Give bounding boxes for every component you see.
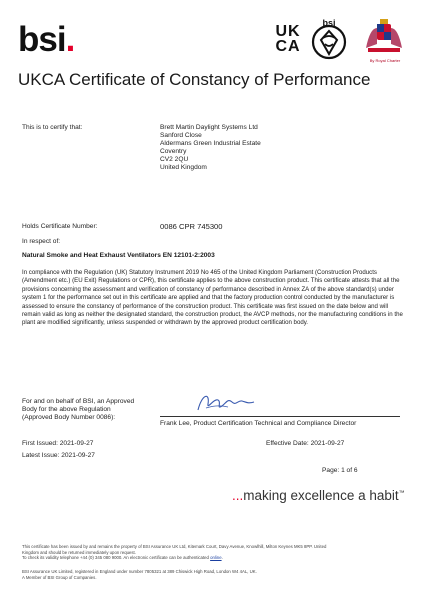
certificate-title: UKCA Certificate of Constancy of Performance [18,70,371,89]
first-issued-date: First Issued: 2021-09-27 [22,440,94,447]
footer-registration: BSI Assurance UK Limited, registered in England under number 7805321 at 389 Chiswick High Road, London W4 4AL, UK. [22,569,257,574]
behalf-line: Body for the above Regulation [22,406,111,414]
ukca-line-1: UK [275,23,301,40]
behalf-line: For and on behalf of BSI, an Approved [22,398,135,405]
signatory-name: Frank Lee, Product Certification Technical and Compliance Director [160,420,357,427]
logo-text: bsi [18,20,66,59]
address-line: Sanford Close [160,132,202,140]
behalf-statement [22,398,134,422]
royal-crest-icon [362,18,406,56]
address-line: CV2 2QU [160,156,189,164]
signature-line [160,416,400,417]
ukca-line-2: CA [275,38,301,55]
slogan-dots: ... [232,488,244,503]
signature-icon [192,388,262,418]
address-line: United Kingdom [160,164,207,172]
certificate-number: 0086 CPR 745300 [160,222,223,231]
page-number: Page: 1 of 6 [322,467,358,474]
address-line: Coventry [160,148,187,156]
holds-certificate-label: Holds Certificate Number: [22,223,98,230]
bsi-logo [18,22,74,57]
in-respect-of-label: In respect of: [22,238,61,245]
effective-date: Effective Date: 2021-09-27 [266,440,345,447]
footer-group: A Member of BSI Group of Companies. [22,574,97,580]
bsi-slogan [232,488,405,503]
certify-label: This is to certify that: [22,124,83,131]
kitemark-text: bsi [322,18,336,28]
footer-line: This certificate has been issued by and remains the property of BSI Assurance UK Ltd, Kitemark Court, Davy Avenue, Knowlhill, Milton Keynes MK5 8PP. United [22,544,327,549]
address-line: Aldermans Green Industrial Estate [160,140,261,148]
footer-validity [22,555,223,561]
ukca-mark [270,24,306,54]
holder-address [160,124,261,173]
slogan-text: making excellence a habit [243,488,399,503]
kitemark-icon [308,18,350,64]
address-line: Brett Martin Daylight Systems Ltd [160,124,258,131]
footer-validity-text: To check its validity telephone +44 (0) 345 080 9000. An electronic certificate can be authenticated [22,555,211,561]
product-name: Natural Smoke and Heat Exhaust Ventilators EN 12101-2:2003 [22,252,215,259]
behalf-line: (Approved Body Number 0086): [22,414,116,422]
compliance-paragraph: In compliance with the Regulation (UK) Statutory Instrument 2019 No 465 of the United Kingdom Parliament (Construction Products (Amendment etc.) (EU Exit) Regulations or CPR), this certificate applies to the above construction product. This certificate attests that all the provisions concerning the assessment and verification of constancy of performance described in Annex ZA of the above standard(s) under system 1 for the performance set out in this certificate are applied and that the factory production control conducted by the manufacturer is assessed to ensure the constancy of performance of the construction product. This certificate was first issued on the date below and will remain valid as long as neither the designated standard, the construction product, the AVCP methods, nor the manufacturing conditions in the plant are modified significantly, unless suspended or withdrawn by the approved product certification body. [22,269,403,327]
latest-issue-date: Latest Issue: 2021-09-27 [22,452,95,459]
online-link[interactable]: online [210,555,222,561]
footer-period: . [221,555,223,561]
footer-line: Kingdom and should be returned immediately upon request. [22,549,136,555]
logo-dot: . [65,20,75,59]
royal-charter-text: By Royal Charter [369,58,401,63]
trademark-mark: ™ [398,490,405,497]
